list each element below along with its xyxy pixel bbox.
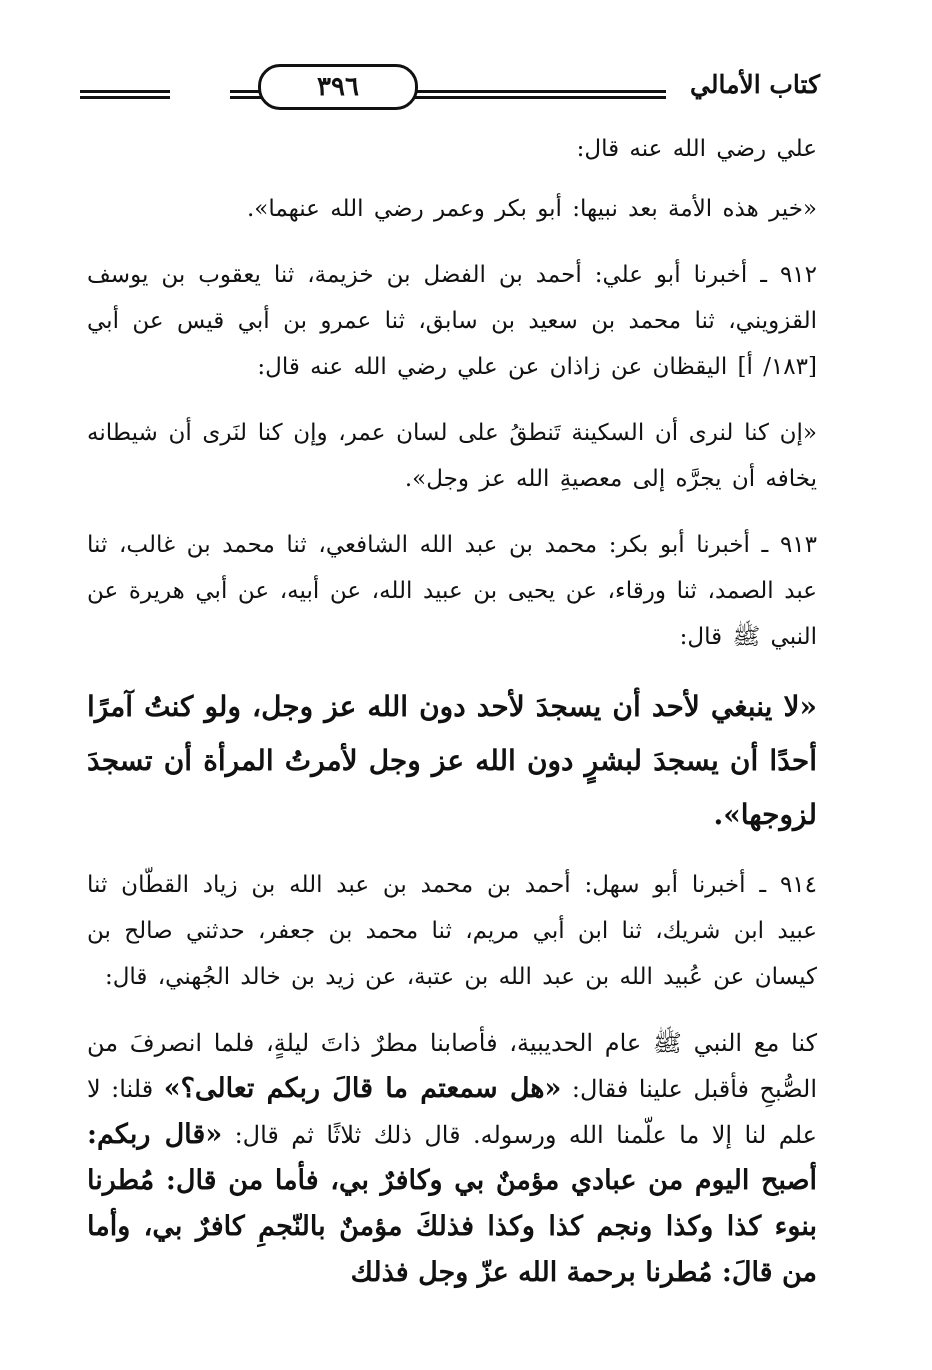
hadith-914-part2: قلنا: لا علم لنا إلا ما علّمنا الله ورسوله. قال ذلك ثلاثًا ثم قال: — [87, 1075, 817, 1149]
book-title: كتاب الأمالي — [690, 70, 820, 99]
isnad-912: ٩١٢ ـ أخبرنا أبو علي: أحمد بن الفضل بن خزيمة، ثنا يعقوب بن يوسف القزويني، ثنا محمد بن سعيد بن سابق، ثنا عمرو بن أبي قيس عن أبي [١٨٣/ أ] اليقظان عن زاذان عن علي رضي الله عنه قال: — [87, 262, 817, 380]
hadith-914-part1: كنا مع النبي ﷺ عام الحديبية، فأصابنا مطرٌ ذاتَ ليلةٍ، فلما انصرفَ من الصُّبحِ فأقبل علينا فقال: — [87, 1029, 817, 1103]
hadith-quote-912: «إن كنا لنرى أن السكينة تَنطقُ على لسان عمر، وإن كنا لنَرى أن شيطانه يخافه أن يجرَّه إلى معصيةِ الله عز وجل». — [87, 420, 817, 492]
header-rule-left — [80, 90, 170, 93]
hadith-quote-911: «خير هذه الأمة بعد نبيها: أبو بكر وعمر رضي الله عنهما». — [246, 196, 817, 222]
isnad-913: ٩١٣ ـ أخبرنا أبو بكر: محمد بن عبد الله الشافعي، ثنا محمد بن غالب، ثنا عبد الصمد، ثنا ورقاء، عن يحيى بن عبيد الله، عن أبيه، عن أبي هريرة عن النبي ﷺ قال: — [87, 532, 817, 650]
page-header — [80, 62, 820, 118]
hadith-914-bold1: «هل سمعتم ما قالَ ربكم تعالى؟» — [163, 1073, 562, 1104]
page-body — [87, 126, 817, 1296]
hadith-914-bold2: «قال ربكم: أصبح اليوم من عبادي مؤمنٌ بي وكافرٌ بي، فأما من قال: مُطرنا بنوء كذا وكذا ونجم كذا وكذا فذلكَ مؤمنٌ بالنّجمِ كافرٌ بي، وأما من قالَ: مُطرنا برحمة الله عزّ وجل فذلك — [87, 1119, 817, 1288]
text-line-intro: علي رضي الله عنه قال: — [576, 136, 817, 162]
page-number: ٣٩٦ — [258, 64, 418, 110]
isnad-914: ٩١٤ ـ أخبرنا أبو سهل: أحمد بن محمد بن عبد الله بن زياد القطّان ثنا عبيد ابن شريك، ثنا ابن أبي مريم، ثنا محمد بن جعفر، حدثني صالح بن كيسان عن عُبيد الله بن عبد الله بن عتبة، عن زيد بن خالد الجُهني، قال: — [87, 872, 817, 990]
hadith-text-914 — [87, 1020, 817, 1296]
hadith-quote-913: «لا ينبغي لأحد أن يسجدَ لأحد دون الله عز وجل، ولو كنتُ آمرًا أحدًا أن يسجدَ لبشرٍ دون الله عز وجل لأمرتُ المرأة أن تسجدَ لزوجها». — [87, 690, 817, 831]
